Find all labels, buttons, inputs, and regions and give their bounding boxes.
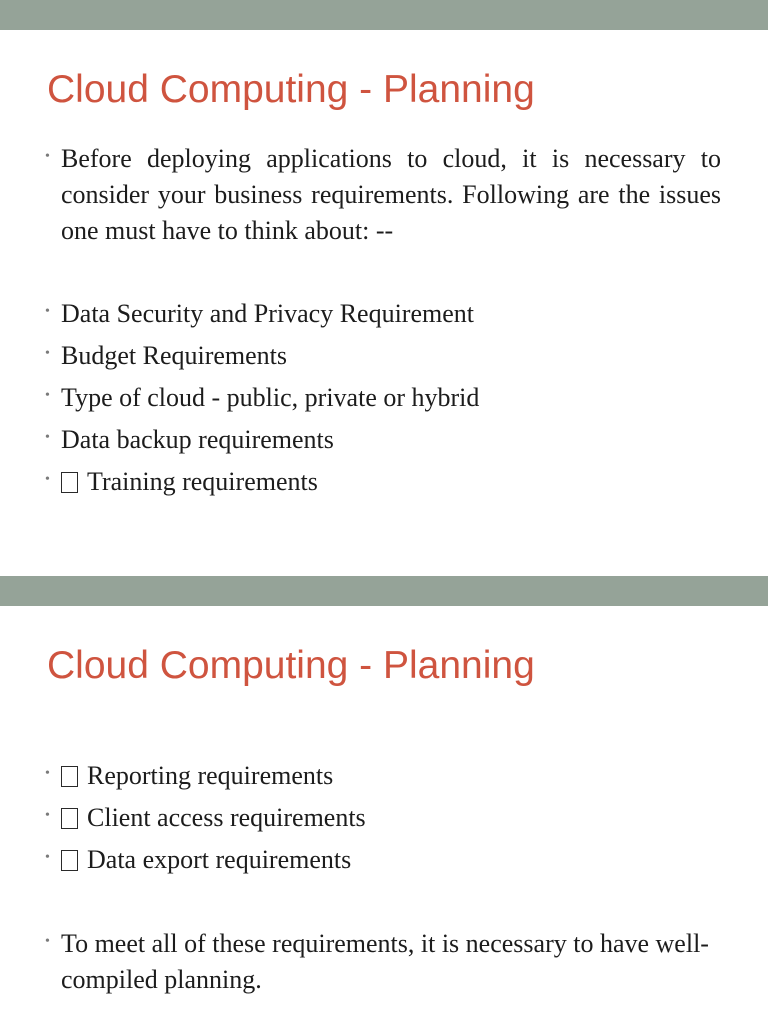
list-item-text: Data Security and Privacy Requirement (61, 299, 474, 328)
list-item-text: Budget Requirements (61, 341, 288, 370)
missing-glyph-box-icon (61, 472, 78, 493)
bullet-dot-icon: • (45, 934, 50, 949)
intro-text: Before deploying applications to cloud, it is necessary to consider your business requirements. Following are the issues one must have to think about: -- (61, 144, 721, 245)
closing-text: To meet all of these requirements, it is necessary to have well-compiled planning. (61, 929, 709, 994)
list-item (45, 338, 721, 374)
bullet-dot-icon: • (45, 472, 50, 487)
slide-title: Cloud Computing - Planning (47, 68, 535, 111)
list-item (45, 296, 721, 332)
closing-paragraph (45, 926, 721, 998)
bullet-dot-icon: • (45, 346, 50, 361)
list-item-text: Data export requirements (87, 845, 352, 874)
intro-paragraph (45, 141, 721, 249)
list-item (45, 422, 721, 458)
slide-header-bar (0, 0, 768, 30)
bullet-dot-icon: • (45, 149, 50, 164)
bullet-dot-icon: • (45, 766, 50, 781)
list-item-text: Client access requirements (87, 803, 366, 832)
list-item-text: Type of cloud - public, private or hybrid (61, 383, 480, 412)
missing-glyph-box-icon (61, 808, 78, 829)
missing-glyph-box-icon (61, 766, 78, 787)
missing-glyph-box-icon (61, 850, 78, 871)
list-item (45, 380, 721, 416)
slide-header-bar (0, 576, 768, 606)
list-item-text: Reporting requirements (87, 761, 334, 790)
slide-2 (0, 576, 768, 1024)
list-item (45, 464, 721, 500)
bullet-dot-icon: • (45, 850, 50, 865)
list-item-text: Data backup requirements (61, 425, 334, 454)
list-item (45, 800, 721, 836)
list-item (45, 758, 721, 794)
bullet-dot-icon: • (45, 808, 50, 823)
bullet-dot-icon: • (45, 430, 50, 445)
list-item (45, 842, 721, 878)
list-item-text: Training requirements (87, 467, 318, 496)
bullet-dot-icon: • (45, 388, 50, 403)
bullet-dot-icon: • (45, 304, 50, 319)
slide-title: Cloud Computing - Planning (47, 644, 535, 687)
